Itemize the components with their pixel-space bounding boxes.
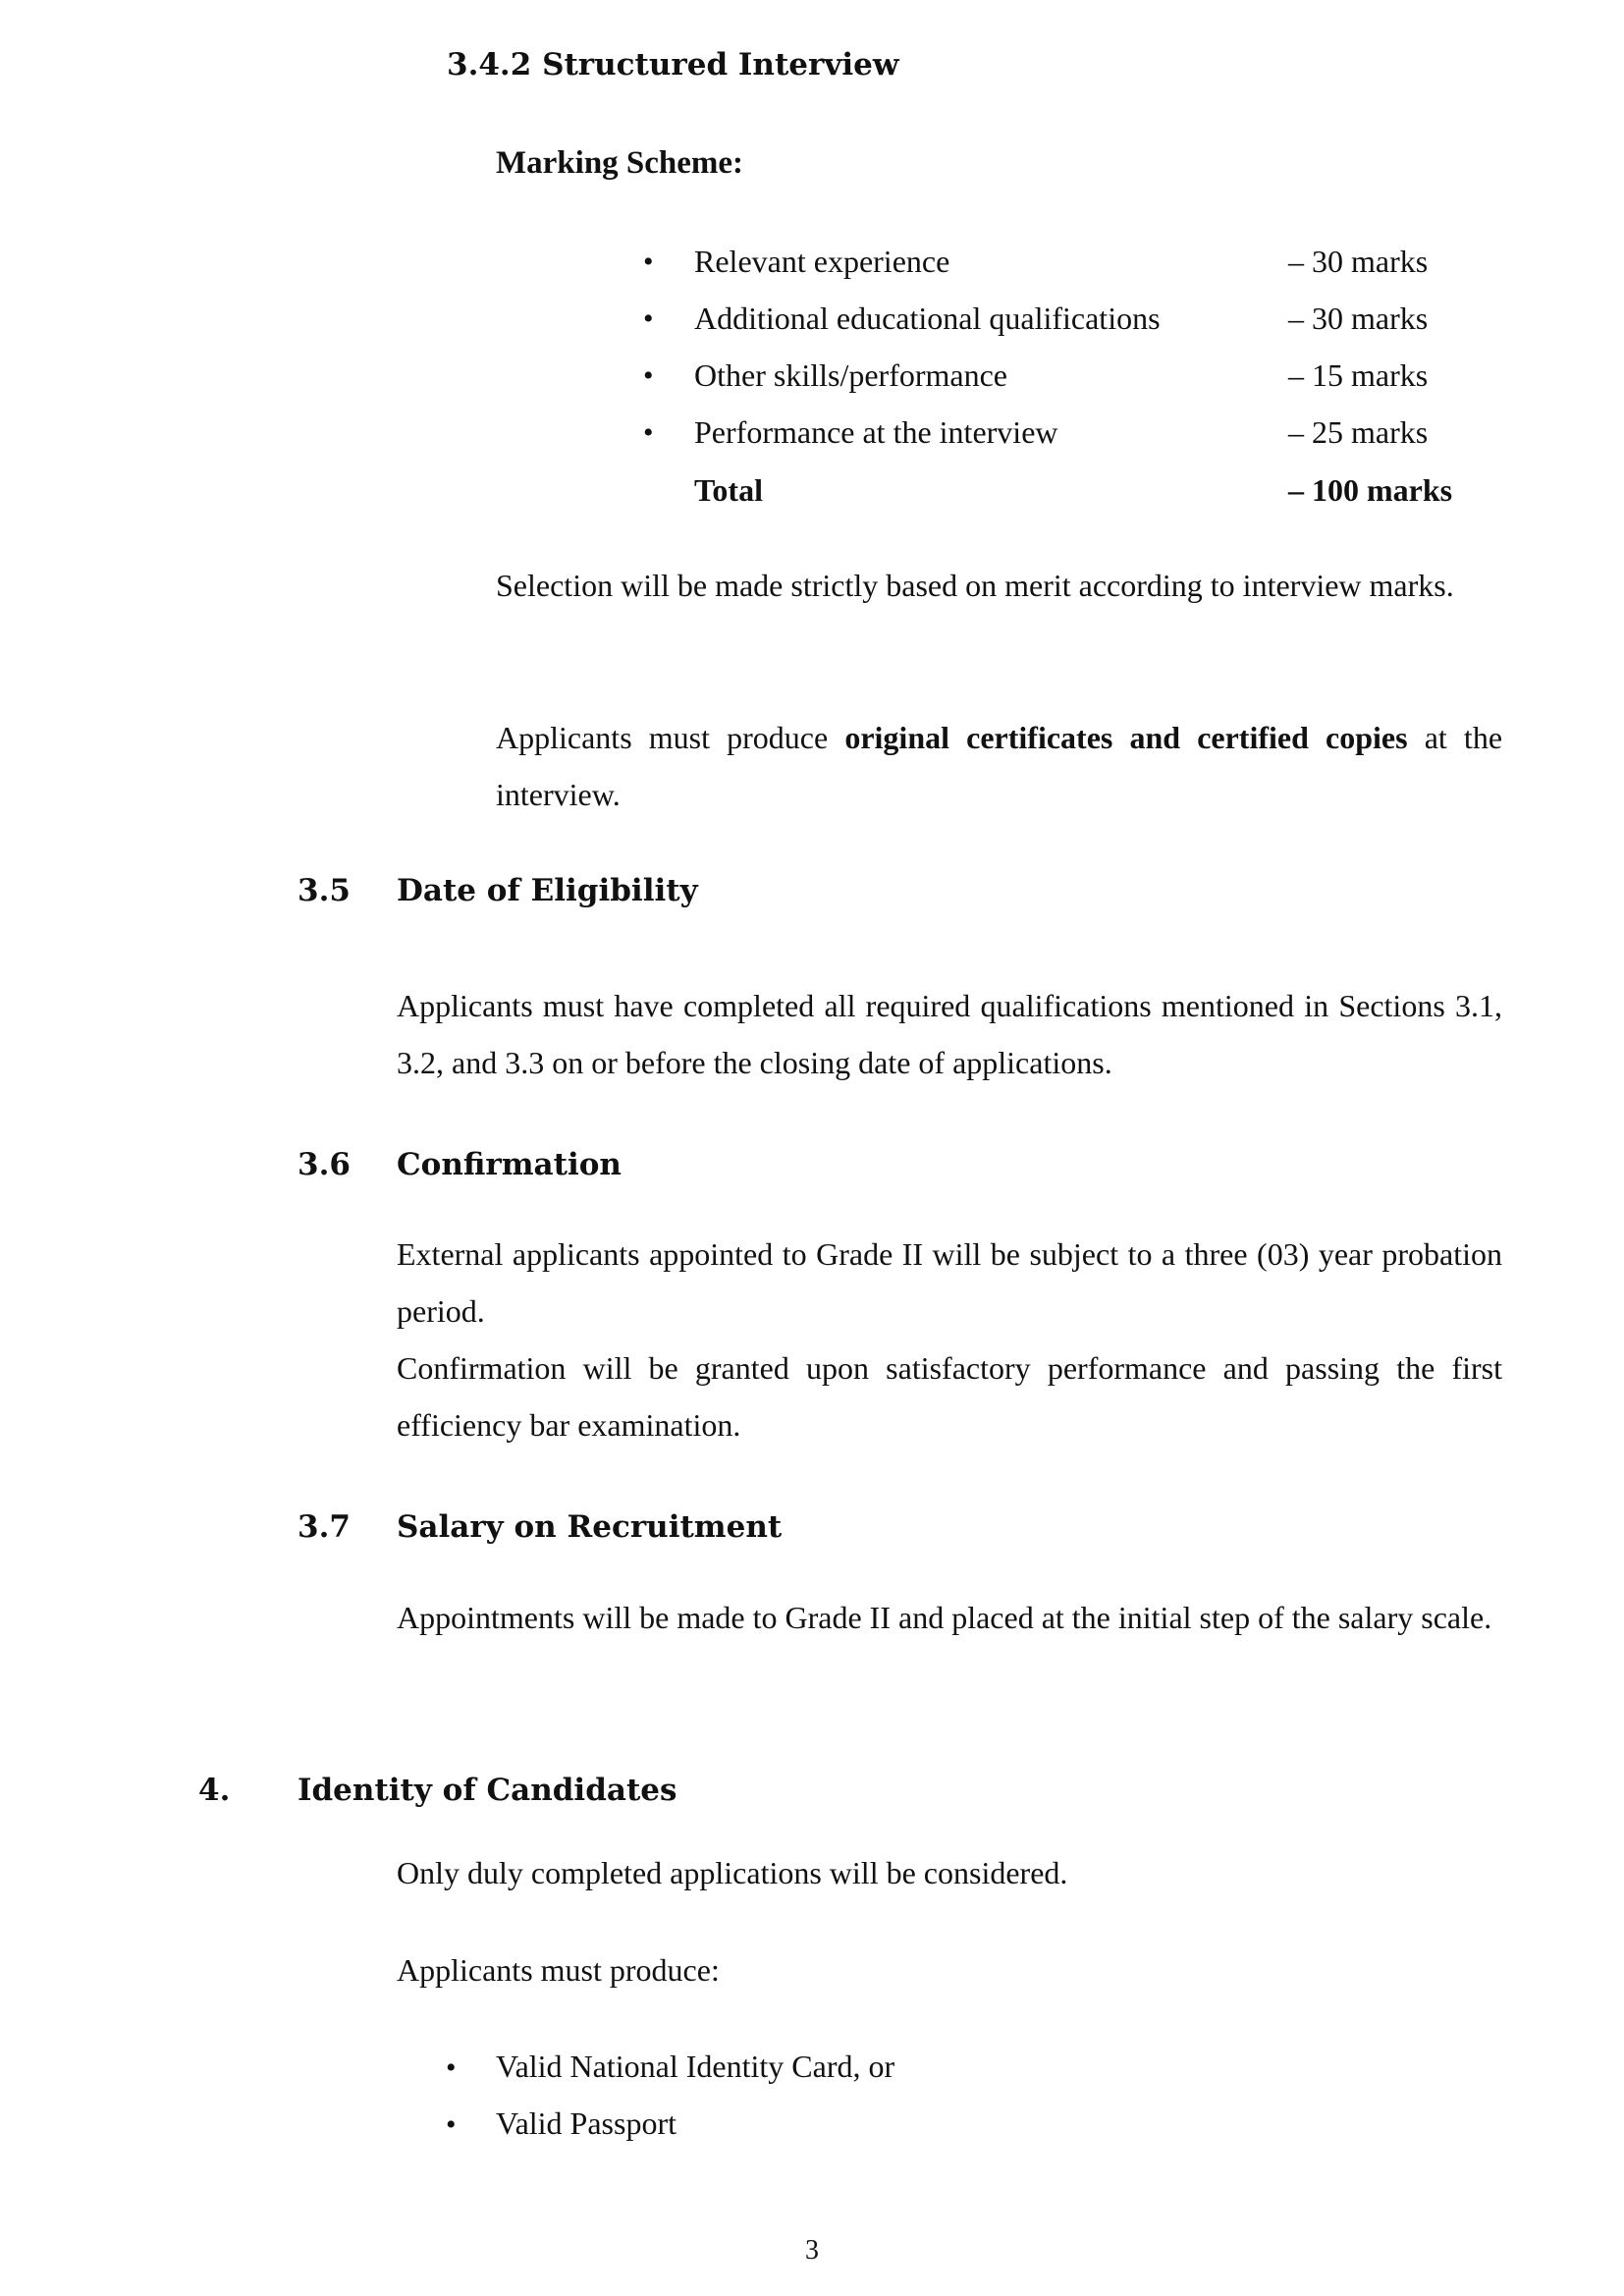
marking-item-marks: – 15 marks xyxy=(1288,357,1429,393)
section-title-3-6: Confirmation xyxy=(397,1147,622,1182)
section-title-3-7: Salary on Recruitment xyxy=(397,1509,783,1545)
section-number-3-6: 3.6 xyxy=(298,1147,351,1182)
marking-item-marks: – 25 marks xyxy=(1288,414,1429,450)
certificates-text-bold: original certificates and certified copies xyxy=(844,720,1408,755)
bullet-icon: • xyxy=(643,359,654,392)
section-title-3-4-2: 3.4.2 Structured Interview xyxy=(447,47,899,82)
certificates-text-end: at the interview. xyxy=(496,720,1503,812)
section-number-4: 4. xyxy=(198,1773,231,1808)
marking-item-label: Additional educational qualifications xyxy=(694,301,1161,336)
marking-item-label: Relevant experience xyxy=(694,244,950,279)
certificates-paragraph xyxy=(496,709,1502,823)
probation-paragraph: External applicants appointed to Grade II will be subject to a three (03) year probation period. xyxy=(397,1236,1502,1329)
salary-paragraph: Appointments will be made to Grade II and placed at the initial step of the salary scale. xyxy=(397,1600,1492,1635)
section-title-4: Identity of Candidates xyxy=(298,1773,677,1808)
bullet-icon: • xyxy=(446,2051,457,2084)
marking-item-marks: – 30 marks xyxy=(1288,301,1429,336)
section-title-3-5: Date of Eligibility xyxy=(397,873,698,908)
identity-item: Valid Passport xyxy=(496,2105,677,2141)
bullet-icon: • xyxy=(643,246,654,278)
marking-total-marks: – 100 marks xyxy=(1288,472,1453,508)
marking-total-label: Total xyxy=(694,472,763,508)
identity-item: Valid National Identity Card, or xyxy=(496,2049,895,2084)
marking-item-marks: – 30 marks xyxy=(1288,244,1429,279)
applications-paragraph: Only duly completed applications will be considered. xyxy=(397,1855,1068,1890)
eligibility-paragraph: Applicants must have completed all required qualifications mentioned in Sections 3.1, 3.2, and 3.3 on or before the closing date of applications. xyxy=(397,988,1502,1080)
section-number-3-5: 3.5 xyxy=(298,873,351,908)
applicants-produce-label: Applicants must produce: xyxy=(397,1952,720,1988)
bullet-icon: • xyxy=(643,416,654,449)
page-number: 3 xyxy=(805,2235,819,2266)
section-number-3-7: 3.7 xyxy=(298,1509,351,1545)
marking-item-label: Other skills/performance xyxy=(694,357,1007,393)
selection-paragraph: Selection will be made strictly based on merit according to interview marks. xyxy=(496,568,1454,603)
marking-scheme-label: Marking Scheme: xyxy=(496,145,744,181)
bullet-icon: • xyxy=(446,2108,457,2141)
confirmation-paragraph: Confirmation will be granted upon satisfactory performance and passing the first efficiency bar examination. xyxy=(397,1350,1502,1443)
certificates-text-start: Applicants must produce xyxy=(496,720,845,755)
bullet-icon: • xyxy=(643,302,654,335)
marking-item-label: Performance at the interview xyxy=(694,414,1058,450)
